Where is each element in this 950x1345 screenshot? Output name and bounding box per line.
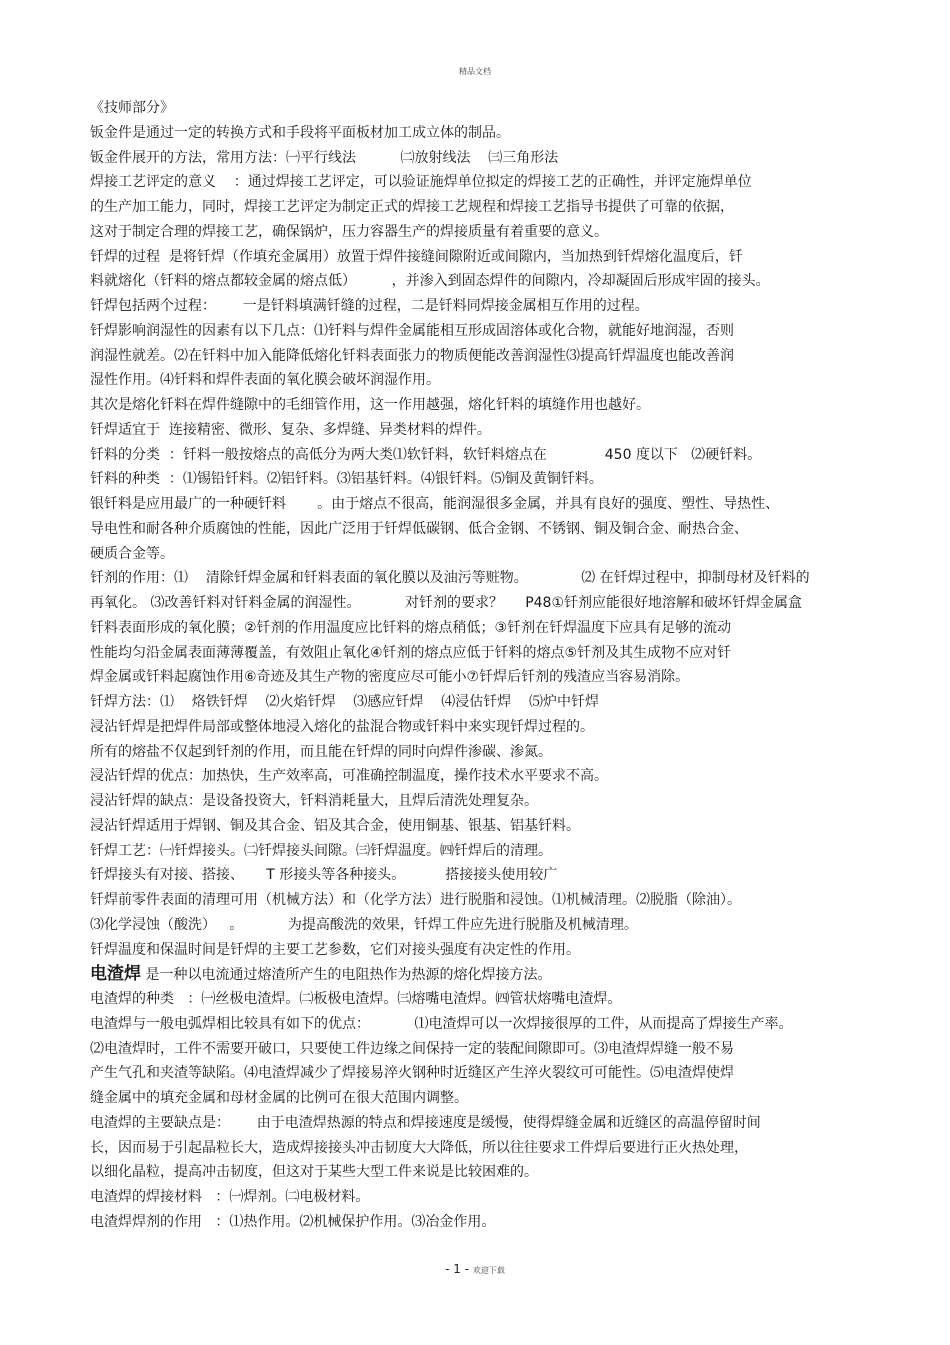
text-line-8: 料就熔化（钎料的熔点都较金属的熔点低） ，并渗入到固态焊件的间隙内，冷却凝固后形成牢固的接头。 [90, 273, 770, 290]
text-line-14: 钎焊适宜于 连接精密、微形、复杂、多焊缝、异类材料的焊件。 [90, 421, 491, 438]
text-line-28: 浸沾钎焊的优点：加热快，生产效率高，可准确控制温度，操作技术水平要求不高。 [90, 768, 608, 785]
text-line-10: 钎焊影响润湿性的因素有以下几点：⑴钎料与焊件金属能相互形成固溶体或化合物，就能好地润湿，否则 [90, 322, 734, 339]
text-line-25: 钎焊方法：⑴ 烙铁钎焊 ⑵火焰钎焊 ⑶感应钎焊 ⑷浸估钎焊 ⑸炉中钎焊 [90, 694, 600, 710]
text-line-9: 钎焊包括两个过程： 一是钎料填满钎缝的过程，二是钎料同焊接金属相互作用的过程。 [90, 298, 649, 314]
text-line-24: 焊金属或钎料起腐蚀作用⑥奇迹及其生产物的密度应尽可能小⑦钎焊后钎剂的残渣应当容易消除。 [90, 669, 690, 686]
text-line-43: 长，因而易于引起晶粒长大，造成焊接接头冲击韧度大大降低，所以往往要求工件焊后要进行正火热处理， [90, 1139, 748, 1156]
text-line-1: 《技师部分》 [90, 100, 174, 116]
header-text: 精品文档 [459, 67, 491, 76]
page-header [0, 66, 950, 77]
text-line-5: 的生产加工能力，同时，焊接工艺评定为制定正式的焊接工艺规程和焊接工艺指导书提供了可靠的依据， [90, 199, 734, 215]
text-line-33: 钎焊前零件表面的清理可用（机械方法）和（化学方法）进行脱脂和浸蚀。⑴机械清理。⑵脱脂（除油）。 [90, 892, 741, 908]
text-line-12: 湿性作用。⑷钎料和焊件表面的氧化膜会破坏润湿作用。 [90, 372, 440, 389]
text-line-16: 钎料的种类 ：⑴锡铅钎料。⑵铝钎料。⑶铝基钎料。⑷银钎料。⑸铜及黄铜钎料。 [90, 471, 603, 488]
text-line-46: 电渣焊焊剂的作用 ：⑴热作用。⑵机械保护作用。⑶冶金作用。 [90, 1213, 496, 1230]
text-line-20: 钎剂的作用：⑴ 清除钎焊金属和钎料表面的氧化膜以及油污等赃物。 ⑵ 在钎焊过程中，抑制母材及钎料的 [90, 570, 810, 587]
text-line-11: 润湿性就差。⑵在钎料中加入能降低熔化钎料表面张力的物质便能改善润湿性⑶提高钎焊温度也能改善润 [90, 347, 734, 364]
text-line-2: 钣金件是通过一定的转换方式和手段将平面板材加工成立体的制品。 [90, 124, 510, 141]
text-line-36 [90, 962, 890, 987]
text-line-17: 银钎料是应用最广的一种硬钎料 。由于熔点不很高，能润湿很多金属，并具有良好的强度、塑性、导热性、 [90, 496, 780, 512]
text-line-27: 所有的熔盐不仅起到钎剂的作用，而且能在钎焊的同时向焊件渗碳、渗氮。 [90, 743, 552, 760]
page-footer [0, 1262, 950, 1276]
text-line-31: 钎焊工艺：㈠钎焊接头。㈡钎焊接头间隙。㈢钎焊温度。㈣钎焊后的清理。 [90, 842, 552, 859]
text-line-15: 钎料的分类 ：钎料一般按熔点的高低分为两大类⑴软钎料，软钎料熔点在 450 度以下 ⑵硬钎料。 [90, 446, 762, 463]
text-line-44: 以细化晶粒，提高冲击韧度，但这对于某些大型工件来说是比较困难的。 [90, 1164, 538, 1181]
electroslag-definition: 是一种以电流通过熔渣所产生的电阻热作为热源的熔化焊接方法。 [141, 967, 552, 984]
text-line-37: 电渣焊的种类 ：㈠丝极电渣焊。㈡板极电渣焊。㈢熔嘴电渣焊。㈣管状熔嘴电渣焊。 [90, 991, 622, 1007]
page-number: - 1 - [445, 1262, 470, 1276]
text-line-32: 钎焊接头有对接、搭接、 T 形接头等各种接头。 搭接接头使用较广 [90, 867, 558, 884]
text-line-30: 浸沾钎焊适用于焊钢、铜及其合金、铝及其合金，使用铜基、银基、铝基钎料。 [90, 817, 580, 834]
text-line-39: ⑵电渣焊时，工件不需要开破口，只要使工件边缘之间保持一定的装配间隙即可。⑶电渣焊焊缝一般不易 [90, 1040, 734, 1057]
text-line-45: 电渣焊的焊接材料 ：㈠焊剂。㈡电极材料。 [90, 1189, 370, 1205]
document-body [90, 96, 890, 1235]
text-line-6: 这对于制定合理的焊接工艺，确保锅炉，压力容器生产的焊接质量有着重要的意义。 [90, 223, 608, 240]
text-line-34: ⑶化学浸蚀（酸洗） 。 为提高酸洗的效果，钎焊工件应先进行脱脂及机械清理。 [90, 916, 638, 933]
text-line-29: 浸沾钎焊的缺点：是设备投资大，钎料消耗量大，且焊后清洗处理复杂。 [90, 793, 538, 809]
text-line-7: 钎焊的过程 是将钎焊（作填充金属用）放置于焊件接缝间隙附近或间隙内，当加热到钎焊熔化温度后，钎 [90, 248, 743, 265]
text-line-40: 产生气孔和夹渣等缺陷。⑷电渣焊减少了焊接易淬火钢种时近缝区产生淬火裂纹可可能性。⑸电渣焊使焊 [90, 1065, 734, 1082]
text-line-42: 电渣焊的主要缺点是： 由于电渣焊热源的特点和焊接速度是缓慢，使得焊缝金属和近缝区的高温停留时间 [90, 1114, 761, 1131]
text-line-22: 钎料表面形成的氧化膜；②钎剂的作用温度应比钎料的熔点稍低；③钎剂在钎焊温度下应具有足够的流动 [90, 619, 732, 636]
text-line-35: 钎焊温度和保温时间是钎焊的主要工艺参数，它们对接头强度有决定性的作用。 [90, 941, 580, 958]
text-line-13: 其次是熔化钎料在焊件缝隙中的毛细管作用，这一作用越强，熔化钎料的填缝作用也越好。 [90, 397, 650, 413]
footer-note: 欢迎下载 [472, 1266, 505, 1275]
electroslag-term: 电渣焊 [90, 964, 141, 985]
text-line-19: 硬质合金等。 [90, 545, 174, 562]
text-line-41: 缝金属中的填充金属和母材金属的比例可在很大范围内调整。 [90, 1090, 468, 1106]
text-line-23: 性能均匀沿金属表面薄薄覆盖，有效阻止氧化④钎剂的熔点应低于钎料的熔点⑤钎剂及其生成物不应对钎 [90, 644, 732, 661]
text-line-3: 钣金件展开的方法，常用方法：㈠平行线法 ㈡放射线法 ㈢三角形法 [90, 149, 559, 166]
text-line-18: 导电性和耐各种介质腐蚀的性能，因此广泛用于钎焊低碳钢、低合金钢、不锈钢、铜及铜合金、耐热合金、 [90, 520, 748, 537]
text-line-38: 电渣焊与一般电弧焊相比较具有如下的优点： ⑴电渣焊可以一次焊接很厚的工件，从而提高了焊接生产率。 [90, 1015, 793, 1032]
text-line-4: 焊接工艺评定的意义 ：通过焊接工艺评定，可以验证施焊单位拟定的焊接工艺的正确性，并评定施焊单位 [90, 174, 752, 191]
text-line-21: 再氧化。 ⑶改善钎料对钎料金属的润湿性。 对钎剂的要求？ P48①钎剂应能很好地溶解和破坏钎焊金属盒 [90, 595, 803, 611]
text-line-26: 浸沾钎焊是把焊件局部或整体地浸入熔化的盐混合物或钎料中来实现钎焊过程的。 [90, 718, 594, 735]
